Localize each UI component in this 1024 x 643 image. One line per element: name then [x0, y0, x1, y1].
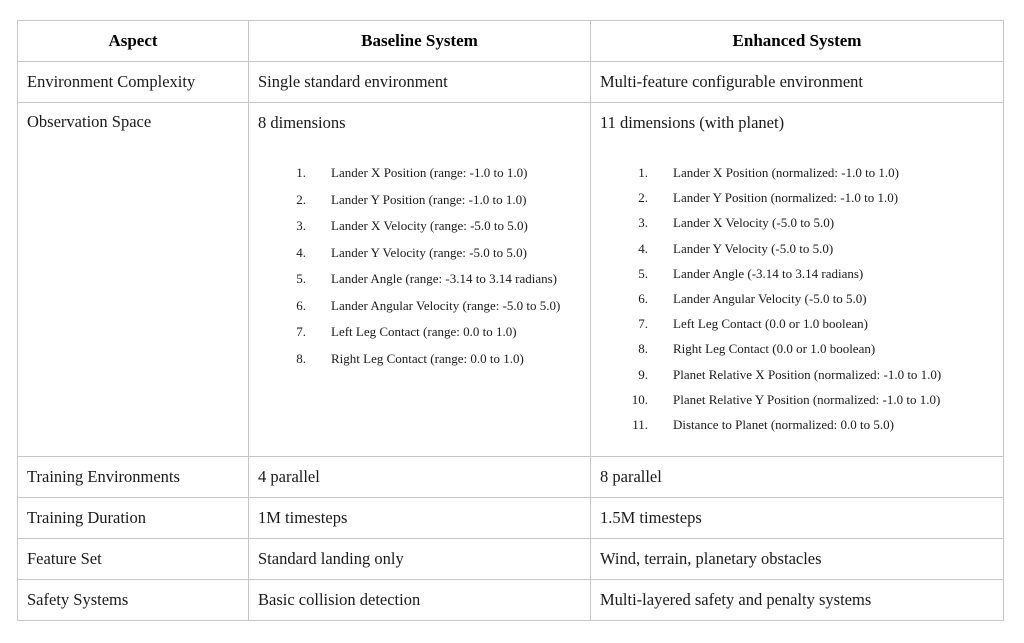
cell-aspect: Observation Space — [18, 103, 249, 457]
cell-enhanced: 1.5M timesteps — [591, 498, 1004, 539]
header-cell-aspect: Aspect — [18, 21, 249, 62]
row-training-environments — [18, 457, 1004, 498]
observation-list-item: Lander Angle (range: -3.14 to 3.14 radians) — [331, 271, 557, 286]
cell-aspect: Training Environments — [18, 457, 249, 498]
cell-enhanced: Wind, terrain, planetary obstacles — [591, 539, 1004, 580]
row-observation-space — [18, 103, 1004, 457]
observation-list-item: Lander Y Velocity (-5.0 to 5.0) — [673, 240, 834, 256]
cell-baseline: 4 parallel — [249, 457, 591, 498]
observation-list-item: Planet Relative X Position (normalized: -1.0 to 1.0) — [673, 366, 942, 382]
observation-list-item: Lander X Position (range: -1.0 to 1.0) — [331, 165, 528, 180]
observation-list-item: Lander Y Position (normalized: -1.0 to 1.0) — [673, 190, 899, 206]
observation-list-item: Lander Angular Velocity (-5.0 to 5.0) — [673, 291, 867, 307]
cell-enhanced-observation — [591, 103, 1004, 457]
observation-list-item: Planet Relative Y Position (normalized: -1.0 to 1.0) — [673, 391, 941, 407]
baseline-dimensions-heading: 8 dimensions — [258, 113, 346, 132]
cell-aspect: Feature Set — [18, 539, 249, 580]
cell-aspect: Environment Complexity — [18, 62, 249, 103]
cell-baseline: Basic collision detection — [249, 580, 591, 621]
observation-list-item: Left Leg Contact (range: 0.0 to 1.0) — [331, 324, 517, 339]
row-environment-complexity — [18, 62, 1004, 103]
observation-list-item: Lander X Position (normalized: -1.0 to 1.0) — [673, 165, 900, 180]
cell-baseline: 1M timesteps — [249, 498, 591, 539]
enhanced-dimensions-heading: 11 dimensions (with planet) — [600, 113, 785, 132]
cell-enhanced: 8 parallel — [591, 457, 1004, 498]
observation-list-item: Right Leg Contact (0.0 or 1.0 boolean) — [673, 341, 876, 357]
cell-baseline-observation — [249, 103, 591, 457]
row-safety-systems — [18, 580, 1004, 621]
header-row — [18, 21, 1004, 62]
enhanced-observation-list — [600, 160, 1001, 437]
observation-list-item: Lander X Velocity (range: -5.0 to 5.0) — [331, 218, 528, 233]
row-training-duration — [18, 498, 1004, 539]
cell-baseline: Single standard environment — [249, 62, 591, 103]
cell-enhanced: Multi-feature configurable environment — [591, 62, 1004, 103]
baseline-observation-list — [258, 160, 588, 372]
header-cell-enhanced: Enhanced System — [591, 21, 1004, 62]
observation-list-item: Lander Y Position (range: -1.0 to 1.0) — [331, 191, 527, 207]
system-comparison-table — [17, 20, 1004, 621]
observation-list-item: Left Leg Contact (0.0 or 1.0 boolean) — [673, 316, 868, 332]
observation-list-item: Lander Angular Velocity (range: -5.0 to 5.0) — [331, 297, 561, 313]
observation-list-item: Lander Y Velocity (range: -5.0 to 5.0) — [331, 244, 527, 260]
cell-aspect: Training Duration — [18, 498, 249, 539]
observation-list-item: Right Leg Contact (range: 0.0 to 1.0) — [331, 350, 524, 366]
cell-baseline: Standard landing only — [249, 539, 591, 580]
header-cell-baseline: Baseline System — [249, 21, 591, 62]
cell-aspect: Safety Systems — [18, 580, 249, 621]
observation-list-item: Distance to Planet (normalized: 0.0 to 5.0) — [673, 417, 894, 433]
row-feature-set — [18, 539, 1004, 580]
observation-list-item: Lander Angle (-3.14 to 3.14 radians) — [673, 265, 864, 281]
observation-list-item: Lander X Velocity (-5.0 to 5.0) — [673, 215, 835, 231]
cell-enhanced: Multi-layered safety and penalty systems — [591, 580, 1004, 621]
